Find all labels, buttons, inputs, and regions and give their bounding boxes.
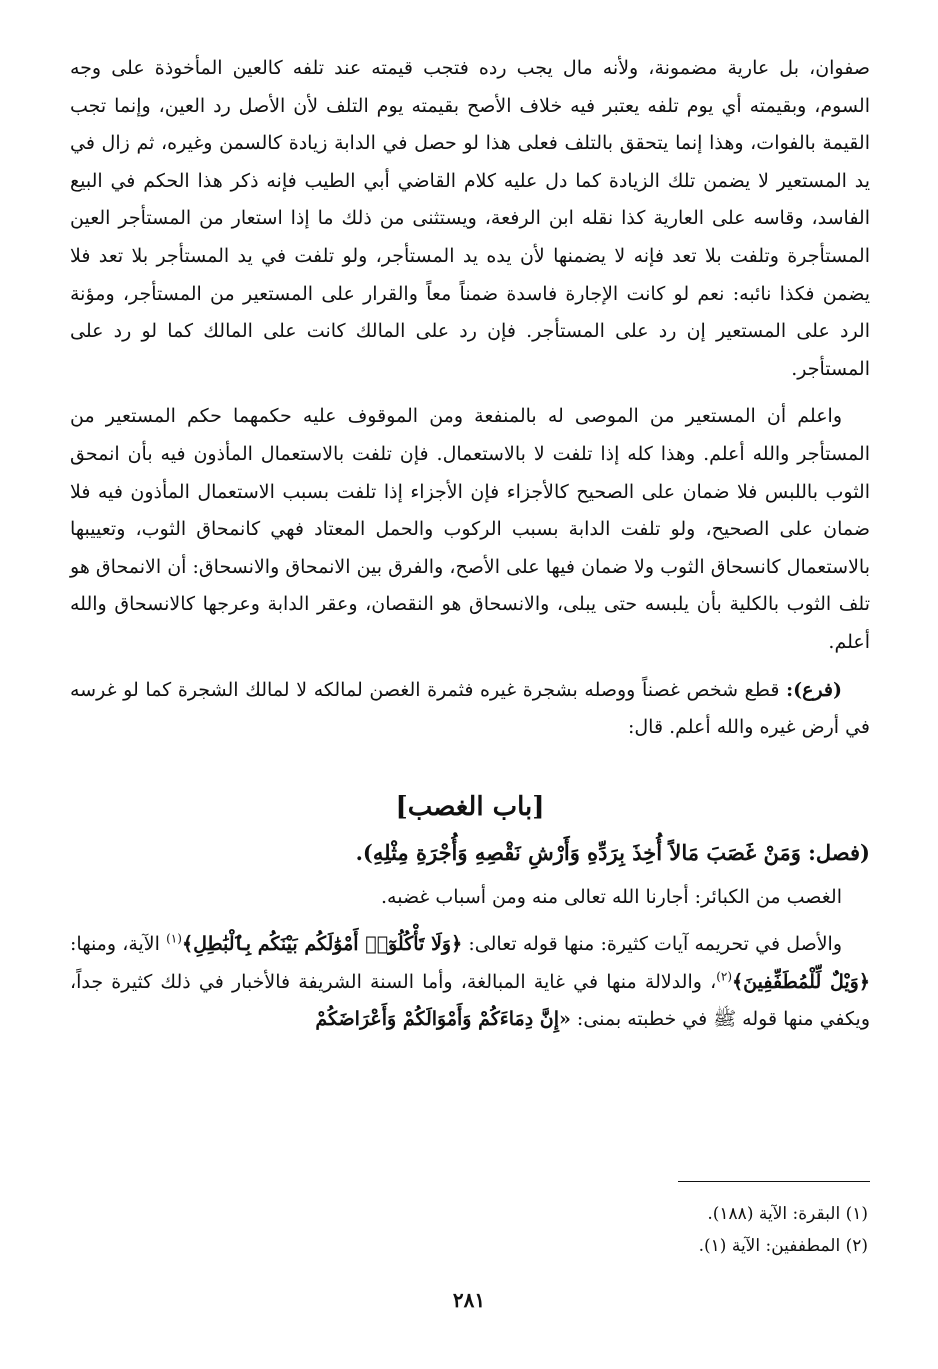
hadith-quote: «إِنَّ دِمَاءَكُمْ وَأَمْوَالَكُمْ وَأَعْرَاضَكُمْ xyxy=(315,1008,571,1031)
page-number: ٢٨١ xyxy=(452,1288,486,1312)
footnote-ref-1: (١) xyxy=(166,931,182,946)
footnote-2: (٢) المطففين: الآية (١). xyxy=(698,1236,868,1256)
fasl-label: (فصل: xyxy=(808,839,870,865)
fasl-text: وَمَنْ غَصَبَ مَالاً أُخِذَ بِرَدِّهِ وَأَرْشِ نَقْصِهِ وَأُجْرَةِ مِثْلِهِ). xyxy=(355,839,801,865)
paragraph-2: واعلم أن المستعير من الموصى له بالمنفعة ومن الموقوف عليه حكمهما حكم المستعير من المستأجر والله أعلم. وهذا كله إذا تلفت لا بالاستعمال. فإن تلفت بالاستعمال المأذون فيه بأن انمحق الثوب باللبس فلا ضمان على الصحيح كالأجزاء فإن الأجزاء إذا تلفت بسبب الاستعمال المأذون فيه فلا ضمان على الصحيح، ولو تلفت الدابة بسبب الركوب والحمل المعتاد فهي كانمحاق الثوب، وتعييبها بالاستعمال كانسحاق الثوب ولا ضمان فيها على الأصح، والفرق بين الانمحاق والانسحاق: أن الانمحاق هو تلف الثوب بالكلية بأن يلبسه حتى يبلى، والانسحاق هو النقصان، وعقر الدابة وعرجها كالانسحاق والله أعلم. xyxy=(70,405,870,653)
quran-verse-1: ﴿وَلَا تَأْكُلُوٓا۟ أَمْوَٰلَكُم بَيْنَكُم بِٱلْبَٰطِلِ﴾ xyxy=(181,933,463,956)
footnote-divider xyxy=(678,1181,870,1182)
far-label: (فرع): xyxy=(786,678,842,701)
paragraph-3 xyxy=(70,672,870,747)
paragraph-5-part2: الآية، ومنها: xyxy=(70,933,160,956)
paragraph-3-text: قطع شخص غصناً ووصله بشجرة غيره فثمرة الغصن لمالكه لا لمالك الشجرة كما لو غرسه في أرض غيره والله أعلم. قال: xyxy=(70,678,870,739)
quran-verse-2: ﴿وَيْلٌ لِّلْمُطَفِّفِينَ﴾ xyxy=(732,970,870,993)
chapter-heading: [باب الغصب] xyxy=(395,791,545,822)
fasl-line xyxy=(70,833,870,873)
footnote-ref-2: (٢) xyxy=(716,969,733,984)
paragraph-4: الغصب من الكبائر: أجارنا الله تعالى منه ومن أسباب غضبه. xyxy=(381,885,842,908)
paragraph-1: صفوان، بل عارية مضمونة، ولأنه مال يجب رده فتجب قيمته عند تلفه كالعين المأخوذة على وجه السوم، وبقيمته أي يوم تلفه يعتبر فيه خلاف الأصح بقيمته يوم التلف لأن الأصل رد العين، وإنما تجب القيمة بالفوات، وهذا إنما يتحقق بالتلف فعلى هذا لو حصل في الدابة زيادة كالسمن وغيره، ثم زال في يد المستعير لا يضمن تلك الزيادة كما دل عليه كلام القاضي أبي الطيب فإنه ذكر هذا الحكم في البيع الفاسد، وقاسه على العارية كذا نقله ابن الرفعة، ويستثنى من ذلك ما إذا استعار من المستأجر العين المستأجرة وتلفت بلا تعد فإنه لا يضمنها لأن يده يد المستأجر، ولو تلفت في يد المستأجر بلا تعد فلا يضمن فكذا نائبه: نعم لو كانت الإجارة فاسدة ضمناً معاً والقرار على المستعير من المستأجر، ومؤنة الرد على المستعير إن رد على المستأجر. فإن رد على المالك كانت على المالك كما لو رد على المستأجر. xyxy=(70,57,871,380)
page-body xyxy=(70,50,870,1049)
paragraph-5 xyxy=(70,926,870,1039)
footnote-1: (١) البقرة: الآية (١٨٨). xyxy=(707,1204,868,1224)
paragraph-5-part1: والأصل في تحريمه آيات كثيرة: منها قوله تعالى: xyxy=(468,933,843,956)
paragraph-5-part3: ، والدلالة منها في غاية المبالغة، وأما السنة الشريفة فالأخبار في ذلك كثيرة جداً، ويكفي منها قوله ﷺ في خطبته بمنى: xyxy=(70,970,870,1031)
footnotes xyxy=(699,1198,868,1262)
